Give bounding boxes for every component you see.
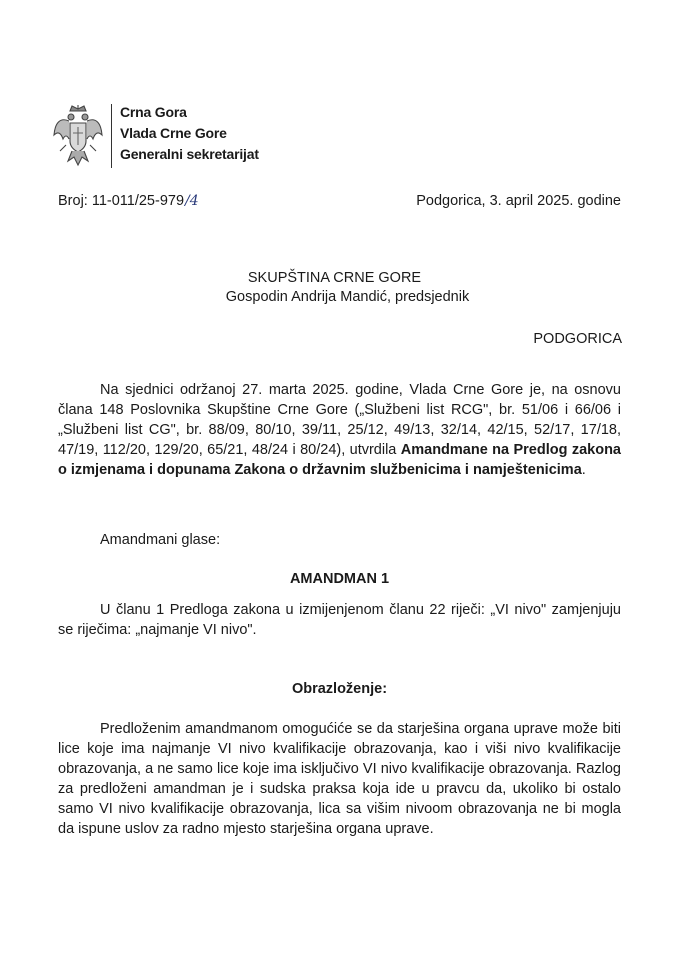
recipient-institution: SKUPŠTINA CRNE GORE — [247, 270, 422, 286]
document-date: Podgorica, 3. april 2025. godine — [416, 193, 621, 209]
amendment-text: U članu 1 Predloga zakona u izmijenjenom članu 22 riječi: „VI nivo" zamjenjuju se riječima: „najmanje VI nivo". — [58, 602, 621, 638]
intro-end: . — [581, 462, 586, 478]
org-government: Vlada Crne Gore — [120, 125, 227, 141]
reference-number — [58, 193, 199, 209]
justification-text: Predloženim amandmanom omogućiće se da starješina organa uprave može biti lice koje ima najmanje VI nivo kvalifikacije obrazovanja, kao i viši nivo kvalifikacije obrazovanja, a ne samo lice koje ima isključivo VI nivo kvalifikacije obrazovanja. Razlog za predloženi amandman je i sudska praksa koja ide u pravcu da, ukoliko bi ostalo samo VI nivo kvalifikacije obrazovanja, lica sa višim nivoom obrazovanja ne bi mogla da ispune uslov za radno mjesto starješina organa uprave. — [58, 721, 621, 837]
handwritten-suffix: /4 — [185, 193, 199, 209]
header-divider — [111, 104, 112, 168]
montenegro-coat-of-arms-icon — [52, 105, 104, 169]
recipient-person: Gospodin Andrija Mandić, predsjednik — [225, 289, 470, 305]
intro-text: Na sjednici održanoj 27. marta 2025. godine, Vlada Crne Gore je, na osnovu člana 148 Poslovnika Skupštine Crne Gore („Službeni list RCG", br. 51/06 i 66/06 i „Službeni list CG", br. 88/09, 80/10, 39/11, 25/12, 49/13, 32/14, 42/15, 52/17, 17/18, 47/19, 112/20, 129/20, 65/21, 48/24 i 80/24), utvrdila — [58, 382, 621, 458]
recipient-city: PODGORICA — [533, 331, 622, 347]
org-secretariat: Generalni sekretarijat — [120, 146, 259, 162]
amendments-lead: Amandmani glase: — [100, 532, 221, 548]
org-country: Crna Gora — [120, 104, 187, 120]
justification-title: Obrazloženje: — [291, 681, 388, 697]
reference-number-text: Broj: 11-011/25-979 — [58, 193, 185, 209]
intro-bold-title: Amandmane na Predlog zakona o izmjenama i dopunama Zakona o državnim službenicima i namještenicima — [58, 442, 621, 478]
amendment-title: AMANDMAN 1 — [289, 571, 390, 587]
intro-paragraph — [58, 380, 621, 480]
